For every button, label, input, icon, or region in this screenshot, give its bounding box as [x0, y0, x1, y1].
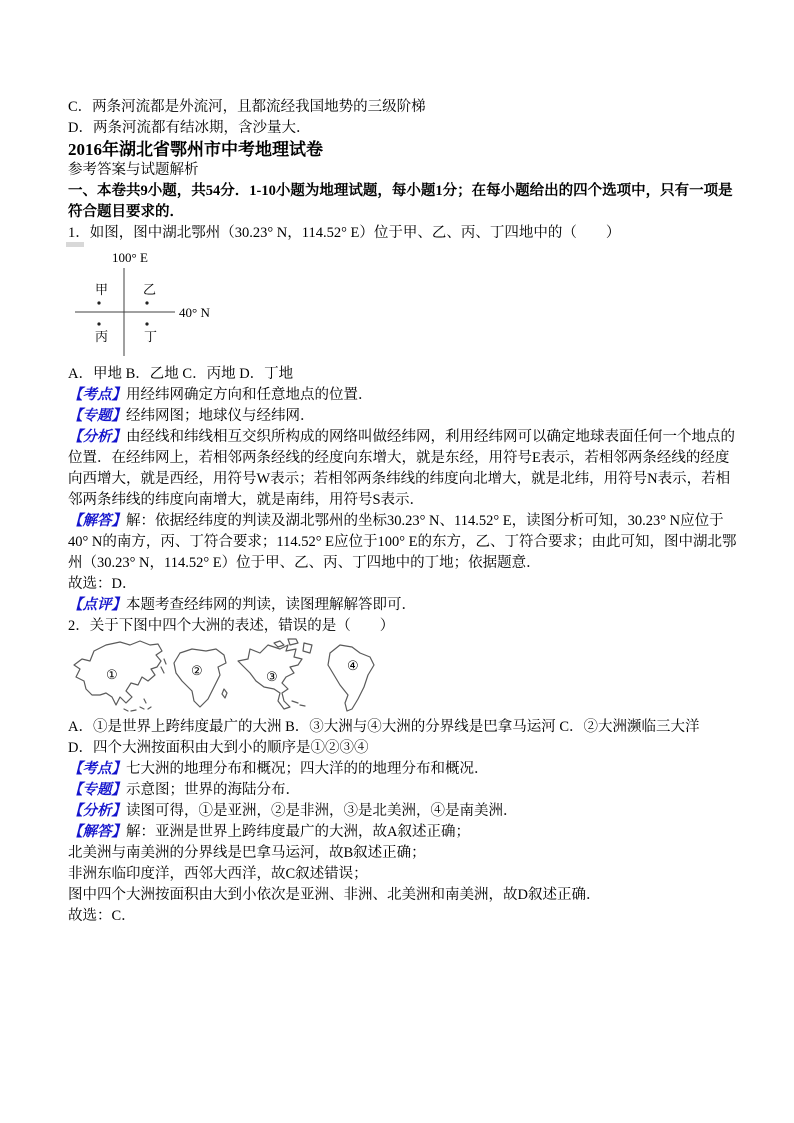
point-label-jia: 甲	[95, 282, 109, 297]
q2-zhuanti-text: 示意图；世界的海陆分布．	[126, 782, 300, 798]
point-dot-bing	[97, 322, 100, 325]
continents-diagram	[68, 637, 398, 715]
africa-outline	[174, 649, 226, 707]
q2-jieda-line	[68, 822, 738, 843]
longitude-label: 100° E	[112, 250, 148, 265]
fenxi-tag: 【分析】	[68, 803, 126, 819]
madagascar-outline	[222, 689, 227, 698]
kaodian-tag: 【考点】	[68, 387, 126, 403]
point-label-yi: 乙	[143, 282, 157, 297]
q1-grid-figure	[68, 244, 738, 364]
page-subtitle: 参考答案与试题解析	[68, 162, 199, 178]
latitude-label: 40° N	[179, 305, 210, 320]
q1-jieda-text: 解：依据经纬度的判读及湖北鄂州的坐标30.23° N、114.52° E，读图分析可知，30.23° N应位于40° N的南方，丙、丁符合要求；114.52° E应位于100° E的东方，乙、丁符合要求；由此可知，图中湖北鄂州（30.23° N，114.52° E）位于甲、乙、丙、丁四地中的丁地；依据题意．	[68, 513, 737, 571]
dianping-tag: 【点评】	[68, 597, 126, 613]
asia-outline	[74, 641, 162, 705]
caribbean-islands	[292, 701, 305, 706]
q2-jieda-b: 北美洲与南美洲的分界线是巴拿马运河，故B叙述正确；	[68, 845, 426, 861]
continent-1-label: ①	[106, 667, 118, 682]
q2-answer: 故选：C．	[68, 908, 136, 924]
continent-4-label: ④	[347, 658, 359, 673]
point-dot-ding	[145, 322, 148, 325]
page-title: 2016年湖北省鄂州市中考地理试卷	[68, 140, 323, 159]
q1-kaodian-line	[68, 385, 738, 406]
q1-zhuanti-line	[68, 406, 738, 427]
section-note: 一、本卷共9小题，共54分．1-10小题为地理试题，每小题1分；在每小题给出的四个选项中，只有一项是符合题目要求的．	[68, 183, 733, 220]
q2-jieda-c: 非洲东临印度洋，西邻大西洋，故C叙述错误；	[68, 866, 368, 882]
q2-zhuanti-line	[68, 780, 738, 801]
q2-options-line2: D．四个大洲按面积由大到小的顺序是①②③④	[68, 740, 369, 756]
q1-dianping-text: 本题考查经纬网的判读，读图理解解答即可．	[126, 597, 416, 613]
prev-option-d: D．两条河流都有结冰期，含沙量大．	[68, 120, 311, 136]
point-dot-yi	[145, 301, 148, 304]
q2-jieda-d: 图中四个大洲按面积由大到小依次是亚洲、非洲、北美洲和南美洲，故D叙述正确．	[68, 887, 601, 903]
q2-fenxi-line	[68, 801, 738, 822]
q1-options: A．甲地 B．乙地 C．丙地 D．丁地	[68, 366, 294, 382]
continent-2-label: ②	[191, 663, 203, 678]
continent-3-label: ③	[266, 669, 278, 684]
q1-zhuanti-text: 经纬网图；地球仪与经纬网．	[126, 408, 315, 424]
q2-jieda-a-text: 解：亚洲是世界上跨纬度最广的大洲，故A叙述正确；	[126, 824, 470, 840]
zhuanti-tag: 【专题】	[68, 782, 126, 798]
zhuanti-tag: 【专题】	[68, 408, 126, 424]
latlon-grid-diagram	[68, 244, 288, 362]
q1-jieda-line	[68, 511, 738, 574]
q2-fenxi-text: 读图可得，①是亚洲，②是非洲，③是北美洲，④是南美洲．	[126, 803, 518, 819]
fenxi-tag: 【分析】	[68, 429, 126, 445]
q1-dianping-line	[68, 595, 738, 616]
kaodian-tag: 【考点】	[68, 761, 126, 777]
q1-answer: 故选：D．	[68, 576, 137, 592]
q1-fenxi-line	[68, 427, 738, 511]
point-label-bing: 丙	[95, 329, 109, 344]
south-america-outline	[328, 645, 374, 711]
q2-options-line1: A．①是世界上跨纬度最广的大洲 B．③大洲与④大洲的分界线是巴拿马运河 C．②大洲濒临三大洋	[68, 719, 700, 735]
q1-kaodian-text: 用经纬网确定方向和任意地点的位置．	[126, 387, 373, 403]
q2-kaodian-text: 七大洲的地理分布和概况；四大洋的的地理分布和概况．	[126, 761, 489, 777]
point-label-ding: 丁	[144, 329, 158, 344]
q2-continents-figure	[68, 637, 738, 717]
arctic-islands	[274, 639, 312, 653]
point-dot-jia	[97, 301, 100, 304]
jieda-tag: 【解答】	[68, 824, 126, 840]
q2-kaodian-line	[68, 759, 738, 780]
q2-stem: 2．关于下图中四个大洲的表述，错误的是（ ）	[68, 618, 395, 634]
jieda-tag: 【解答】	[68, 513, 126, 529]
prev-option-c: C．两条河流都是外流河，且都流经我国地势的三级阶梯	[68, 99, 426, 115]
q1-fenxi-text: 由经线和纬线相互交织所构成的网络叫做经纬网，利用经纬网可以确定地球表面任何一个地点的位置．在经纬网上，若相邻两条经线的经度向东增大，就是东经，用符号E表示，若相邻两条经线的经度向西增大，就是西经，用符号W表示；若相邻两条纬线的纬度向北增大，就是北纬，用符号N表示，若相邻两条纬线的纬度向南增大，就是南纬，用符号S表示．	[68, 429, 735, 508]
q1-stem: 1．如图，图中湖北鄂州（30.23° N，114.52° E）位于甲、乙、丙、丁四地中的（ ）	[68, 225, 621, 241]
